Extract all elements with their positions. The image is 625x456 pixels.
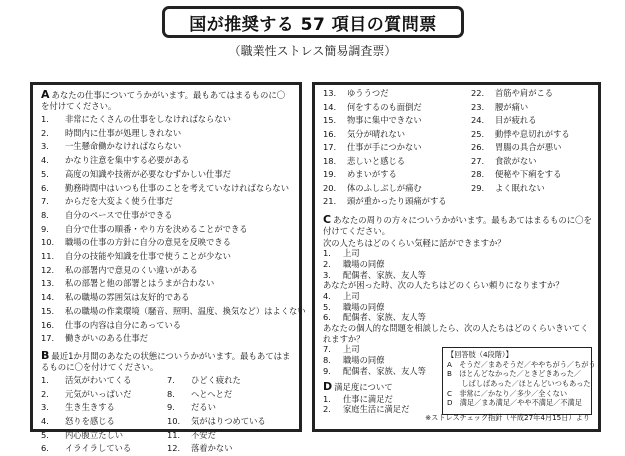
section-d-letter: D bbox=[323, 379, 333, 393]
item-number: 8. bbox=[41, 209, 49, 220]
item-number: 21. bbox=[323, 196, 337, 206]
item-text: めまいがする bbox=[347, 169, 397, 179]
item-number: 20. bbox=[323, 182, 337, 193]
item-text: 自分の技能や知識を仕事で使うことが少ない bbox=[65, 251, 231, 262]
item-number: 9. bbox=[167, 402, 175, 413]
item-number: 2. bbox=[323, 258, 331, 269]
item-text: 職場の仕事の方針に自分の意見を反映できる bbox=[65, 237, 231, 248]
list-item bbox=[323, 195, 471, 209]
item-text: へとへとだ bbox=[191, 388, 233, 399]
list-item bbox=[41, 415, 167, 429]
item-text: 元気がいっぱいだ bbox=[65, 388, 132, 399]
legend-title: 【回答肢（4段階）】 bbox=[447, 350, 513, 360]
page-subtitle: （職業性ストレス簡易調査票） bbox=[228, 44, 397, 58]
list-item bbox=[323, 114, 471, 128]
item-text: 不安だ bbox=[191, 429, 216, 440]
list-item bbox=[41, 332, 293, 346]
item-text: 動悸や息切れがする bbox=[495, 128, 570, 139]
list-item bbox=[167, 429, 293, 443]
left-panel bbox=[30, 82, 306, 454]
list-item bbox=[323, 355, 442, 366]
item-number: 6. bbox=[41, 443, 49, 454]
legend-line: しばしばあった／ほとんどいつもあった bbox=[447, 379, 591, 389]
item-text: 職場の同僚 bbox=[343, 258, 385, 269]
item-text: 内心腹立たしい bbox=[65, 429, 124, 440]
item-text: 自分のペースで仕事ができる bbox=[65, 209, 173, 220]
item-number: 5. bbox=[41, 429, 49, 440]
list-item bbox=[41, 291, 293, 305]
item-text: からだを大変よく使う仕事だ bbox=[65, 196, 173, 207]
item-number: 14. bbox=[41, 292, 55, 303]
item-text: 物事に集中できない bbox=[347, 115, 422, 125]
list-item bbox=[41, 223, 293, 237]
item-number: 7. bbox=[323, 344, 331, 355]
item-number: 28. bbox=[471, 169, 485, 179]
item-text: 配偶者、家族、友人等 bbox=[343, 312, 426, 323]
item-number: 1. bbox=[323, 248, 331, 258]
item-number: 4. bbox=[323, 290, 331, 301]
item-number: 2. bbox=[41, 388, 49, 399]
list-item bbox=[41, 277, 293, 291]
item-text: 胃腸の具合が悪い bbox=[495, 142, 562, 152]
item-number: 12. bbox=[167, 443, 181, 454]
section-b-continued bbox=[323, 87, 592, 209]
item-number: 24. bbox=[471, 115, 485, 125]
item-text: 仕事の内容は自分にあっている bbox=[65, 319, 182, 330]
item-text: 怒りを感じる bbox=[65, 416, 115, 427]
item-number: 2. bbox=[323, 404, 331, 415]
item-text: 私の職場の作業環境（騒音、照明、温度、換気など）はよくない bbox=[65, 305, 306, 316]
item-text: 職場の同僚 bbox=[343, 301, 385, 312]
list-item bbox=[323, 155, 471, 169]
item-number: 11. bbox=[167, 429, 181, 440]
item-number: 1. bbox=[323, 393, 331, 404]
list-item bbox=[41, 168, 293, 182]
item-number: 11. bbox=[41, 251, 55, 262]
list-item bbox=[323, 291, 592, 302]
item-number: 1. bbox=[41, 114, 49, 124]
list-item bbox=[471, 141, 570, 155]
item-number: 3. bbox=[323, 269, 331, 280]
section-c-letter: C bbox=[323, 212, 332, 226]
section-b-letter: B bbox=[41, 348, 50, 362]
list-item bbox=[323, 141, 471, 155]
list-item bbox=[323, 394, 442, 405]
section-b-col2 bbox=[167, 374, 293, 456]
list-item bbox=[41, 154, 293, 168]
section-b-col3 bbox=[323, 87, 471, 209]
item-number: 8. bbox=[167, 388, 175, 399]
item-number: 5. bbox=[323, 301, 331, 312]
item-text: 活気がわいてくる bbox=[65, 374, 132, 385]
section-c-answers-3 bbox=[323, 344, 442, 376]
list-item bbox=[41, 319, 293, 333]
list-item bbox=[323, 168, 471, 182]
right-panel bbox=[312, 82, 601, 432]
list-item bbox=[167, 415, 293, 429]
list-item bbox=[323, 344, 442, 355]
section-d-instruction: 満足度について bbox=[334, 381, 393, 392]
item-number: 7. bbox=[41, 196, 49, 207]
section-b-col1 bbox=[41, 374, 167, 456]
item-number: 3. bbox=[41, 402, 49, 413]
list-item bbox=[41, 140, 293, 154]
item-text: 私の職場の雰囲気は友好的である bbox=[65, 292, 190, 303]
section-d-header bbox=[323, 381, 442, 393]
item-number: 16. bbox=[41, 319, 55, 330]
list-item bbox=[323, 101, 471, 115]
section-c-answers-1 bbox=[323, 248, 592, 280]
item-number: 27. bbox=[471, 155, 485, 166]
item-text: 食欲がない bbox=[495, 155, 537, 166]
list-item bbox=[41, 388, 167, 402]
item-text: 上司 bbox=[343, 290, 360, 301]
item-text: 悲しいと感じる bbox=[347, 155, 406, 166]
item-text: 生き生きする bbox=[65, 402, 115, 413]
item-text: 勤務時間中はいつも仕事のことを考えていなければならない bbox=[65, 182, 290, 193]
item-text: 気がはりつめている bbox=[191, 416, 266, 427]
item-number: 2. bbox=[41, 127, 49, 138]
item-text: 時間内に仕事が処理しきれない bbox=[65, 127, 182, 138]
section-a-header bbox=[41, 89, 293, 112]
list-item bbox=[471, 101, 570, 115]
legend-lines bbox=[447, 359, 596, 408]
legend-line: C 非常に／かなり／多少／全くない bbox=[447, 388, 568, 398]
item-text: ひどく疲れた bbox=[191, 374, 241, 385]
item-number: 12. bbox=[41, 264, 55, 275]
list-item bbox=[323, 366, 442, 377]
legend-line: D 満足／まあ満足／やや不満足／不満足 bbox=[447, 398, 582, 408]
section-c-answers-2 bbox=[323, 291, 592, 323]
list-item bbox=[41, 182, 293, 196]
list-item bbox=[41, 401, 167, 415]
item-number: 18. bbox=[323, 155, 337, 166]
item-text: 体のふしぶしが痛む bbox=[347, 182, 422, 193]
item-number: 9. bbox=[323, 365, 331, 376]
section-c-question-3: あなたの個人的な問題を相談したら、次の人たちはどのくらいきいてくれますか？ bbox=[323, 323, 589, 344]
item-number: 13. bbox=[323, 88, 337, 98]
footnote: ※ストレスチェック指針（平成27年4月15日）より bbox=[425, 413, 590, 422]
list-item bbox=[471, 114, 570, 128]
item-number: 26. bbox=[471, 142, 485, 152]
item-number: 23. bbox=[471, 101, 485, 112]
item-number: 8. bbox=[323, 355, 331, 366]
list-item bbox=[41, 236, 293, 250]
item-text: 仕事が手につかない bbox=[347, 142, 422, 152]
list-item bbox=[323, 128, 471, 142]
item-text: 一生懸命働かなければならない bbox=[65, 141, 182, 152]
list-item bbox=[167, 442, 293, 456]
item-number: 10. bbox=[41, 237, 55, 248]
list-item bbox=[323, 248, 592, 259]
section-b-header bbox=[41, 350, 293, 373]
item-number: 3. bbox=[41, 141, 49, 152]
item-text: 職場の同僚 bbox=[343, 355, 385, 366]
item-number: 10. bbox=[167, 416, 181, 427]
item-text: 高度の知識や技術が必要なむずかしい仕事だ bbox=[65, 168, 231, 179]
list-item bbox=[41, 113, 293, 127]
list-item bbox=[323, 182, 471, 196]
item-number: 13. bbox=[41, 278, 55, 289]
item-text: 気分が晴れない bbox=[347, 128, 406, 139]
page-title: 国が推奨する 57 項目の質問票 bbox=[162, 6, 464, 38]
list-item bbox=[323, 302, 592, 313]
item-number: 15. bbox=[41, 305, 55, 316]
list-item bbox=[41, 305, 306, 319]
item-text: 私の部署と他の部署とはうまが合わない bbox=[65, 278, 215, 289]
item-number: 15. bbox=[323, 115, 337, 125]
list-item bbox=[471, 128, 570, 142]
item-number: 1. bbox=[41, 374, 49, 385]
list-item bbox=[41, 250, 293, 264]
section-b-columns bbox=[41, 374, 293, 456]
list-item bbox=[471, 87, 570, 101]
item-text: 非常にたくさんの仕事をしなければならない bbox=[65, 114, 231, 124]
list-item bbox=[471, 168, 570, 182]
list-item bbox=[41, 442, 167, 456]
item-number: 22. bbox=[471, 88, 485, 98]
section-c-instruction: あなたの周りの方々についうかがいます。最もあてはまるものに〇を付けてください。 bbox=[323, 214, 592, 236]
section-c-tail-and-d bbox=[323, 344, 442, 415]
item-text: 便秘や下痢をする bbox=[495, 169, 562, 179]
section-a-list bbox=[41, 113, 306, 346]
answer-legend bbox=[442, 347, 596, 415]
item-number: 6. bbox=[41, 182, 49, 193]
section-c-question-1: 次の人たちはどのくらい気軽に話ができますか？ bbox=[323, 237, 506, 248]
item-text: かなり注意を集中する必要がある bbox=[65, 155, 190, 166]
section-b-col4 bbox=[471, 87, 570, 209]
list-item bbox=[167, 388, 293, 402]
list-item bbox=[323, 270, 592, 281]
list-item bbox=[41, 195, 293, 209]
item-text: イライラしている bbox=[65, 443, 132, 454]
item-number: 4. bbox=[41, 416, 49, 427]
list-item bbox=[323, 259, 592, 270]
list-item bbox=[471, 182, 570, 196]
item-number: 14. bbox=[323, 101, 337, 112]
item-text: 家庭生活に満足だ bbox=[343, 404, 410, 415]
list-item bbox=[41, 127, 293, 141]
bottom-row bbox=[323, 344, 596, 415]
item-text: 首筋や肩がこる bbox=[495, 88, 554, 98]
item-text: 腰が痛い bbox=[495, 101, 529, 112]
item-number: 16. bbox=[323, 128, 337, 139]
section-c-header bbox=[323, 214, 592, 237]
item-number: 7. bbox=[167, 374, 175, 385]
item-text: 私の部署内で意見のくい違いがある bbox=[65, 264, 198, 275]
list-item bbox=[323, 312, 592, 323]
section-b-instruction: 最近1か月間のあなたの状態についうかがいます。最もあてはまるものに〇を付けてください。 bbox=[41, 350, 291, 372]
list-item bbox=[167, 401, 293, 415]
section-c-question-2: あなたが困った時、次の人たちはどのくらい頼りになりますか？ bbox=[323, 280, 564, 291]
item-text: 仕事に満足だ bbox=[343, 393, 393, 404]
list-item bbox=[41, 209, 293, 223]
item-number: 5. bbox=[41, 168, 49, 179]
item-number: 9. bbox=[41, 223, 49, 234]
item-text: 自分で仕事の順番・やり方を決めることができる bbox=[65, 223, 248, 234]
list-item bbox=[41, 374, 167, 388]
item-text: 何をするのも面倒だ bbox=[347, 101, 422, 112]
legend-line: A そうだ／まあそうだ／ややちがう／ちがう bbox=[447, 359, 596, 369]
item-text: よく眠れない bbox=[495, 182, 545, 193]
item-text: 上司 bbox=[343, 344, 360, 355]
section-a-instruction: あなたの仕事についてうかがいます。最もあてはまるものに〇を付けてください。 bbox=[41, 90, 286, 111]
list-item bbox=[471, 155, 570, 169]
item-number: 4. bbox=[41, 155, 49, 166]
item-text: 配偶者、家族、友人等 bbox=[343, 365, 426, 376]
item-number: 6. bbox=[323, 312, 331, 323]
item-text: 目が疲れる bbox=[495, 115, 537, 125]
section-a-letter: A bbox=[41, 88, 50, 101]
list-item bbox=[41, 264, 293, 278]
item-text: だるい bbox=[191, 402, 216, 413]
item-text: 落着かない bbox=[191, 443, 233, 454]
item-text: 頭が重かったり頭痛がする bbox=[347, 196, 447, 206]
list-item bbox=[41, 429, 167, 443]
item-number: 19. bbox=[323, 169, 337, 179]
item-text: 働きがいのある仕事だ bbox=[65, 333, 148, 344]
list-item bbox=[323, 87, 471, 101]
item-text: 上司 bbox=[343, 248, 360, 258]
item-text: ゆううつだ bbox=[347, 88, 389, 98]
legend-line: B ほとんどなかった／ときどきあった／ bbox=[447, 369, 582, 379]
list-item bbox=[167, 374, 293, 388]
item-number: 17. bbox=[41, 333, 55, 344]
item-number: 17. bbox=[323, 142, 337, 152]
item-number: 29. bbox=[471, 182, 485, 193]
item-text: 配偶者、家族、友人等 bbox=[343, 269, 426, 280]
item-number: 25. bbox=[471, 128, 485, 139]
